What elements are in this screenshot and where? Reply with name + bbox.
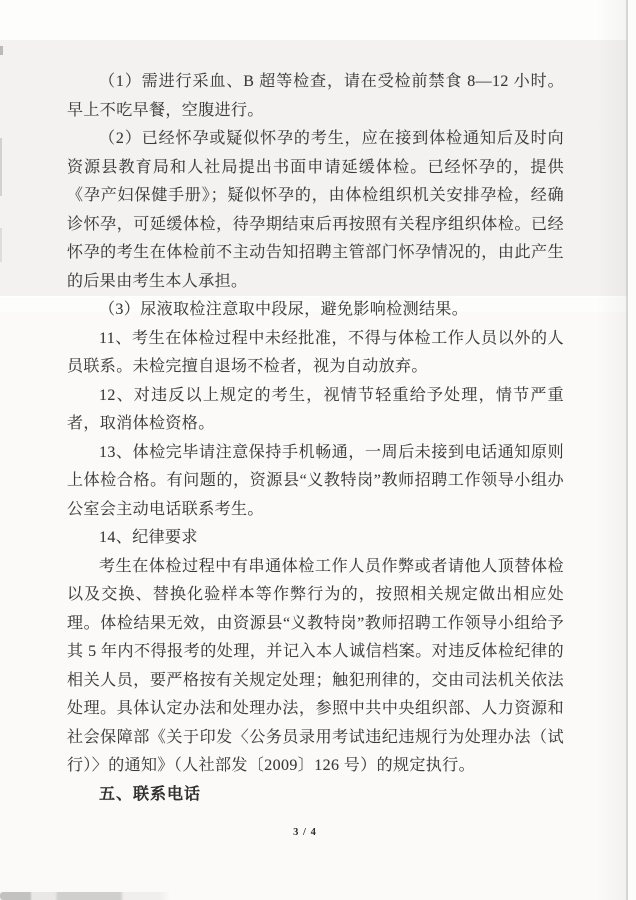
scan-smudge-bottom-left <box>0 892 190 900</box>
scan-mark-left <box>0 46 3 55</box>
paragraph-item-12: 12、对违反以上规定的考生，视情节轻重给予处理，情节严重者，取消体检资格。 <box>67 386 564 432</box>
paragraph-item-11: 11、考生在体检过程中未经批准，不得与体检工作人员以外的人员联系。未检完擅自退场不检者，视为自动放弃。 <box>67 329 564 375</box>
document-text-block <box>67 68 564 809</box>
scan-mark-left <box>0 138 2 196</box>
scan-band-top <box>0 0 636 40</box>
paragraph-sub-item-2: （2）已经怀孕或疑似怀孕的考生，应在接到体检通知后及时向资源县教育局和人社局提出书面申请延缓体检。已经怀孕的，提供《孕产妇保健手册》；疑似怀孕的，由体检组织机关安排孕检，经确诊怀孕，可延缓体检，待孕期结束后再按照有关程序组织体检。已经怀孕的考生在体检前不主动告知招聘主管部门怀孕情况的，由此产生的后果由考生本人承担。 <box>67 130 564 290</box>
paragraph-item-13: 13、体检完毕请注意保持手机畅通，一周后未接到电话通知原则上体检合格。有问题的，资源县“义教特岗”教师招聘工作领导小组办公室会主动电话联系考生。 <box>67 443 564 518</box>
paragraph-discipline-detail: 考生在体检过程中有串通体检工作人员作弊或者请他人顶替体检以及交换、替换化验样本等作弊行为的，按照相关规定做出相应处理。体检结果无效，由资源县“义教特岗”教师招聘工作领导小组给予其 5 年内不得报考的处理，并记入本人诚信档案。对违反体检纪律的相关人员，要严格按有关规定处理；触犯刑律的，交由司法机关依法处理。具体认定办法和处理办法，参照中共中央组织部、人力资源和社会保障部《关于印发〈公务员录用考试违纪违规行为处理办法（试行）〉的通知》（人社部发〔2009〕126 号）的规定执行。 <box>67 557 564 774</box>
paragraph-sub-item-3: （3）尿液取检注意取中段尿，避免影响检测结果。 <box>99 301 469 318</box>
page-number: 3 / 4 <box>293 827 317 838</box>
paragraph-sub-item-1: （1）需进行采血、B 超等检查，请在受检前禁食 8—12 小时。早上不吃早餐，空腹进行。 <box>67 73 564 119</box>
scan-edge-line <box>626 0 628 900</box>
scan-edge-strip <box>628 0 636 900</box>
scan-edge-shade <box>596 0 626 900</box>
scan-mark-left <box>0 228 2 262</box>
paragraph-item-14: 14、纪律要求 <box>99 529 198 546</box>
section-heading-contact: 五、联系电话 <box>99 785 202 803</box>
